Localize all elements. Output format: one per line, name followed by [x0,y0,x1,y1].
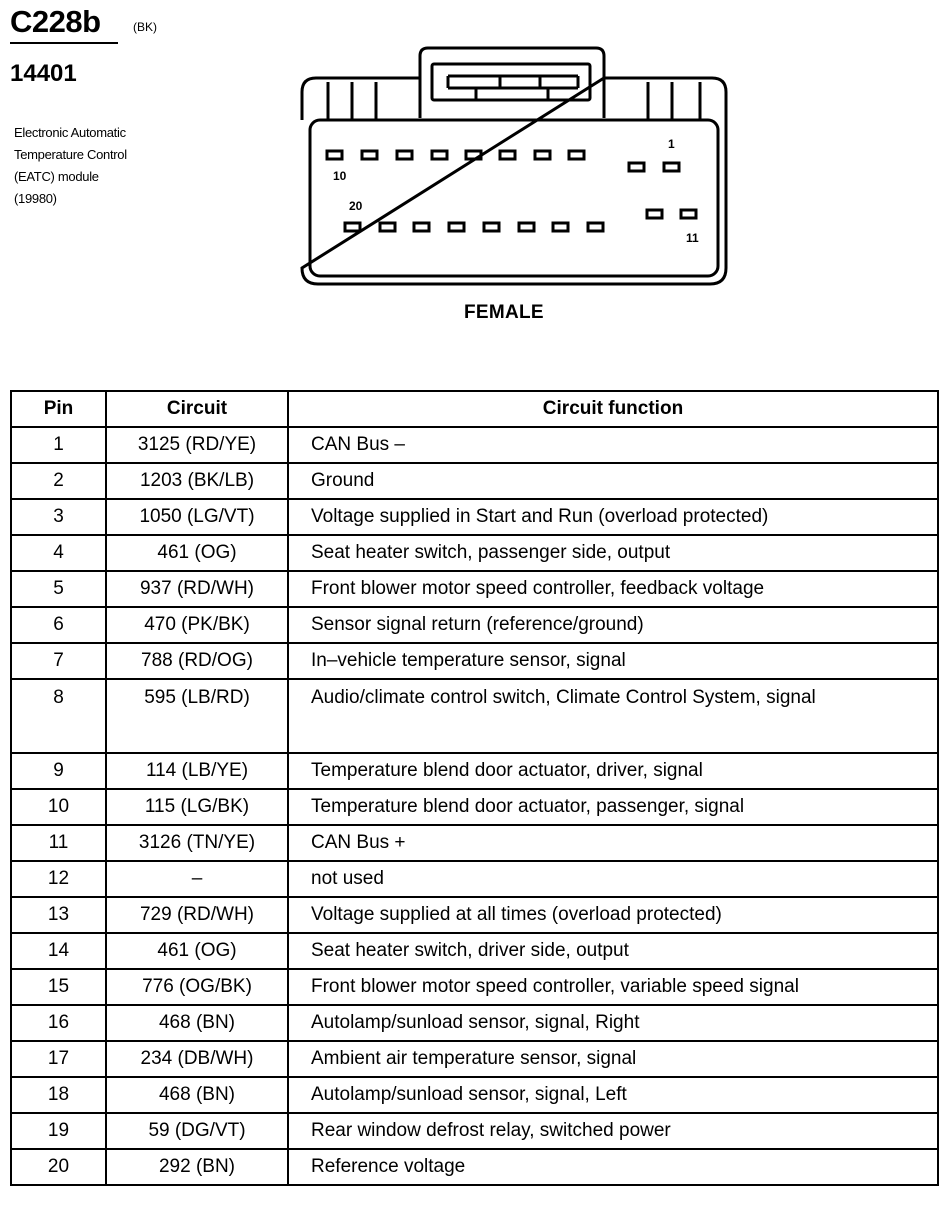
function-cell: Front blower motor speed controller, variable speed signal [288,969,938,1005]
pin-cell: 9 [11,753,106,789]
connector-color-code: (BK) [133,20,157,34]
pin-cell: 4 [11,535,106,571]
function-cell: Sensor signal return (reference/ground) [288,607,938,643]
circuit-cell: 59 (DG/VT) [106,1113,288,1149]
circuit-cell: 461 (OG) [106,933,288,969]
pin-cell: 16 [11,1005,106,1041]
pin-cell: 5 [11,571,106,607]
pin-cell: 7 [11,643,106,679]
connector-face-diagram [0,0,948,340]
pin-label-20: 20 [349,199,363,213]
function-cell: Temperature blend door actuator, driver, signal [288,753,938,789]
table-row [11,861,938,897]
pin-cell: 3 [11,499,106,535]
table-row [11,571,938,607]
table-row [11,969,938,1005]
function-cell: CAN Bus – [288,427,938,463]
connector-id: C228b [10,4,101,39]
pin-cell: 15 [11,969,106,1005]
circuit-cell: 595 (LB/RD) [106,679,288,753]
table-row [11,499,938,535]
function-cell: Ground [288,463,938,499]
table-row [11,897,938,933]
circuit-cell: 468 (BN) [106,1005,288,1041]
circuit-cell: 461 (OG) [106,535,288,571]
table-row [11,1041,938,1077]
pin-cell: 2 [11,463,106,499]
function-cell: Autolamp/sunload sensor, signal, Right [288,1005,938,1041]
circuit-cell: 729 (RD/WH) [106,897,288,933]
function-cell: Reference voltage [288,1149,938,1185]
function-cell: Seat heater switch, passenger side, output [288,535,938,571]
circuit-cell: 470 (PK/BK) [106,607,288,643]
pinout-table [10,390,939,1186]
circuit-cell: 468 (BN) [106,1077,288,1113]
description-line: (19980) [14,191,57,206]
pin-cell: 10 [11,789,106,825]
header-circuit: Circuit [106,391,288,427]
table-row [11,1077,938,1113]
pin-cell: 6 [11,607,106,643]
pin-label-1: 1 [668,137,675,151]
pin-cell: 19 [11,1113,106,1149]
circuit-cell: 788 (RD/OG) [106,643,288,679]
pin-cell: 14 [11,933,106,969]
pin-cell: 11 [11,825,106,861]
function-cell: Audio/climate control switch, Climate Control System, signal [288,679,938,753]
pin-label-10: 10 [333,169,347,183]
circuit-cell: 115 (LG/BK) [106,789,288,825]
pin-cell: 13 [11,897,106,933]
header-circuit-function: Circuit function [288,391,938,427]
description-line: (EATC) module [14,169,99,184]
header-pin: Pin [11,391,106,427]
table-row [11,1149,938,1185]
table-row [11,643,938,679]
description-line: Electronic Automatic [14,125,126,140]
table-row [11,825,938,861]
table-row [11,789,938,825]
circuit-cell: 114 (LB/YE) [106,753,288,789]
function-cell: Rear window defrost relay, switched power [288,1113,938,1149]
circuit-cell: – [106,861,288,897]
description-line: Temperature Control [14,147,127,162]
function-cell: Front blower motor speed controller, feedback voltage [288,571,938,607]
function-cell: CAN Bus + [288,825,938,861]
table-row [11,679,938,753]
connector-gender-label: FEMALE [464,302,544,323]
table-row [11,463,938,499]
pin-cell: 1 [11,427,106,463]
circuit-cell: 1050 (LG/VT) [106,499,288,535]
table-row [11,753,938,789]
function-cell: Ambient air temperature sensor, signal [288,1041,938,1077]
function-cell: Autolamp/sunload sensor, signal, Left [288,1077,938,1113]
circuit-cell: 292 (BN) [106,1149,288,1185]
pin-cell: 8 [11,679,106,753]
function-cell: In–vehicle temperature sensor, signal [288,643,938,679]
function-cell: Voltage supplied at all times (overload protected) [288,897,938,933]
function-cell: Temperature blend door actuator, passenger, signal [288,789,938,825]
circuit-cell: 3126 (TN/YE) [106,825,288,861]
table-row [11,1113,938,1149]
table-row [11,1005,938,1041]
table-row [11,607,938,643]
table-row [11,427,938,463]
function-cell: not used [288,861,938,897]
pin-label-11: 11 [686,231,699,245]
pin-cell: 18 [11,1077,106,1113]
table-header-row [11,391,938,427]
pin-cell: 20 [11,1149,106,1185]
part-number: 14401 [10,60,77,87]
table-row [11,535,938,571]
circuit-cell: 776 (OG/BK) [106,969,288,1005]
pin-cell: 17 [11,1041,106,1077]
circuit-cell: 234 (DB/WH) [106,1041,288,1077]
table-row [11,933,938,969]
circuit-cell: 1203 (BK/LB) [106,463,288,499]
circuit-cell: 3125 (RD/YE) [106,427,288,463]
function-cell: Seat heater switch, driver side, output [288,933,938,969]
pin-cell: 12 [11,861,106,897]
function-cell: Voltage supplied in Start and Run (overload protected) [288,499,938,535]
circuit-cell: 937 (RD/WH) [106,571,288,607]
